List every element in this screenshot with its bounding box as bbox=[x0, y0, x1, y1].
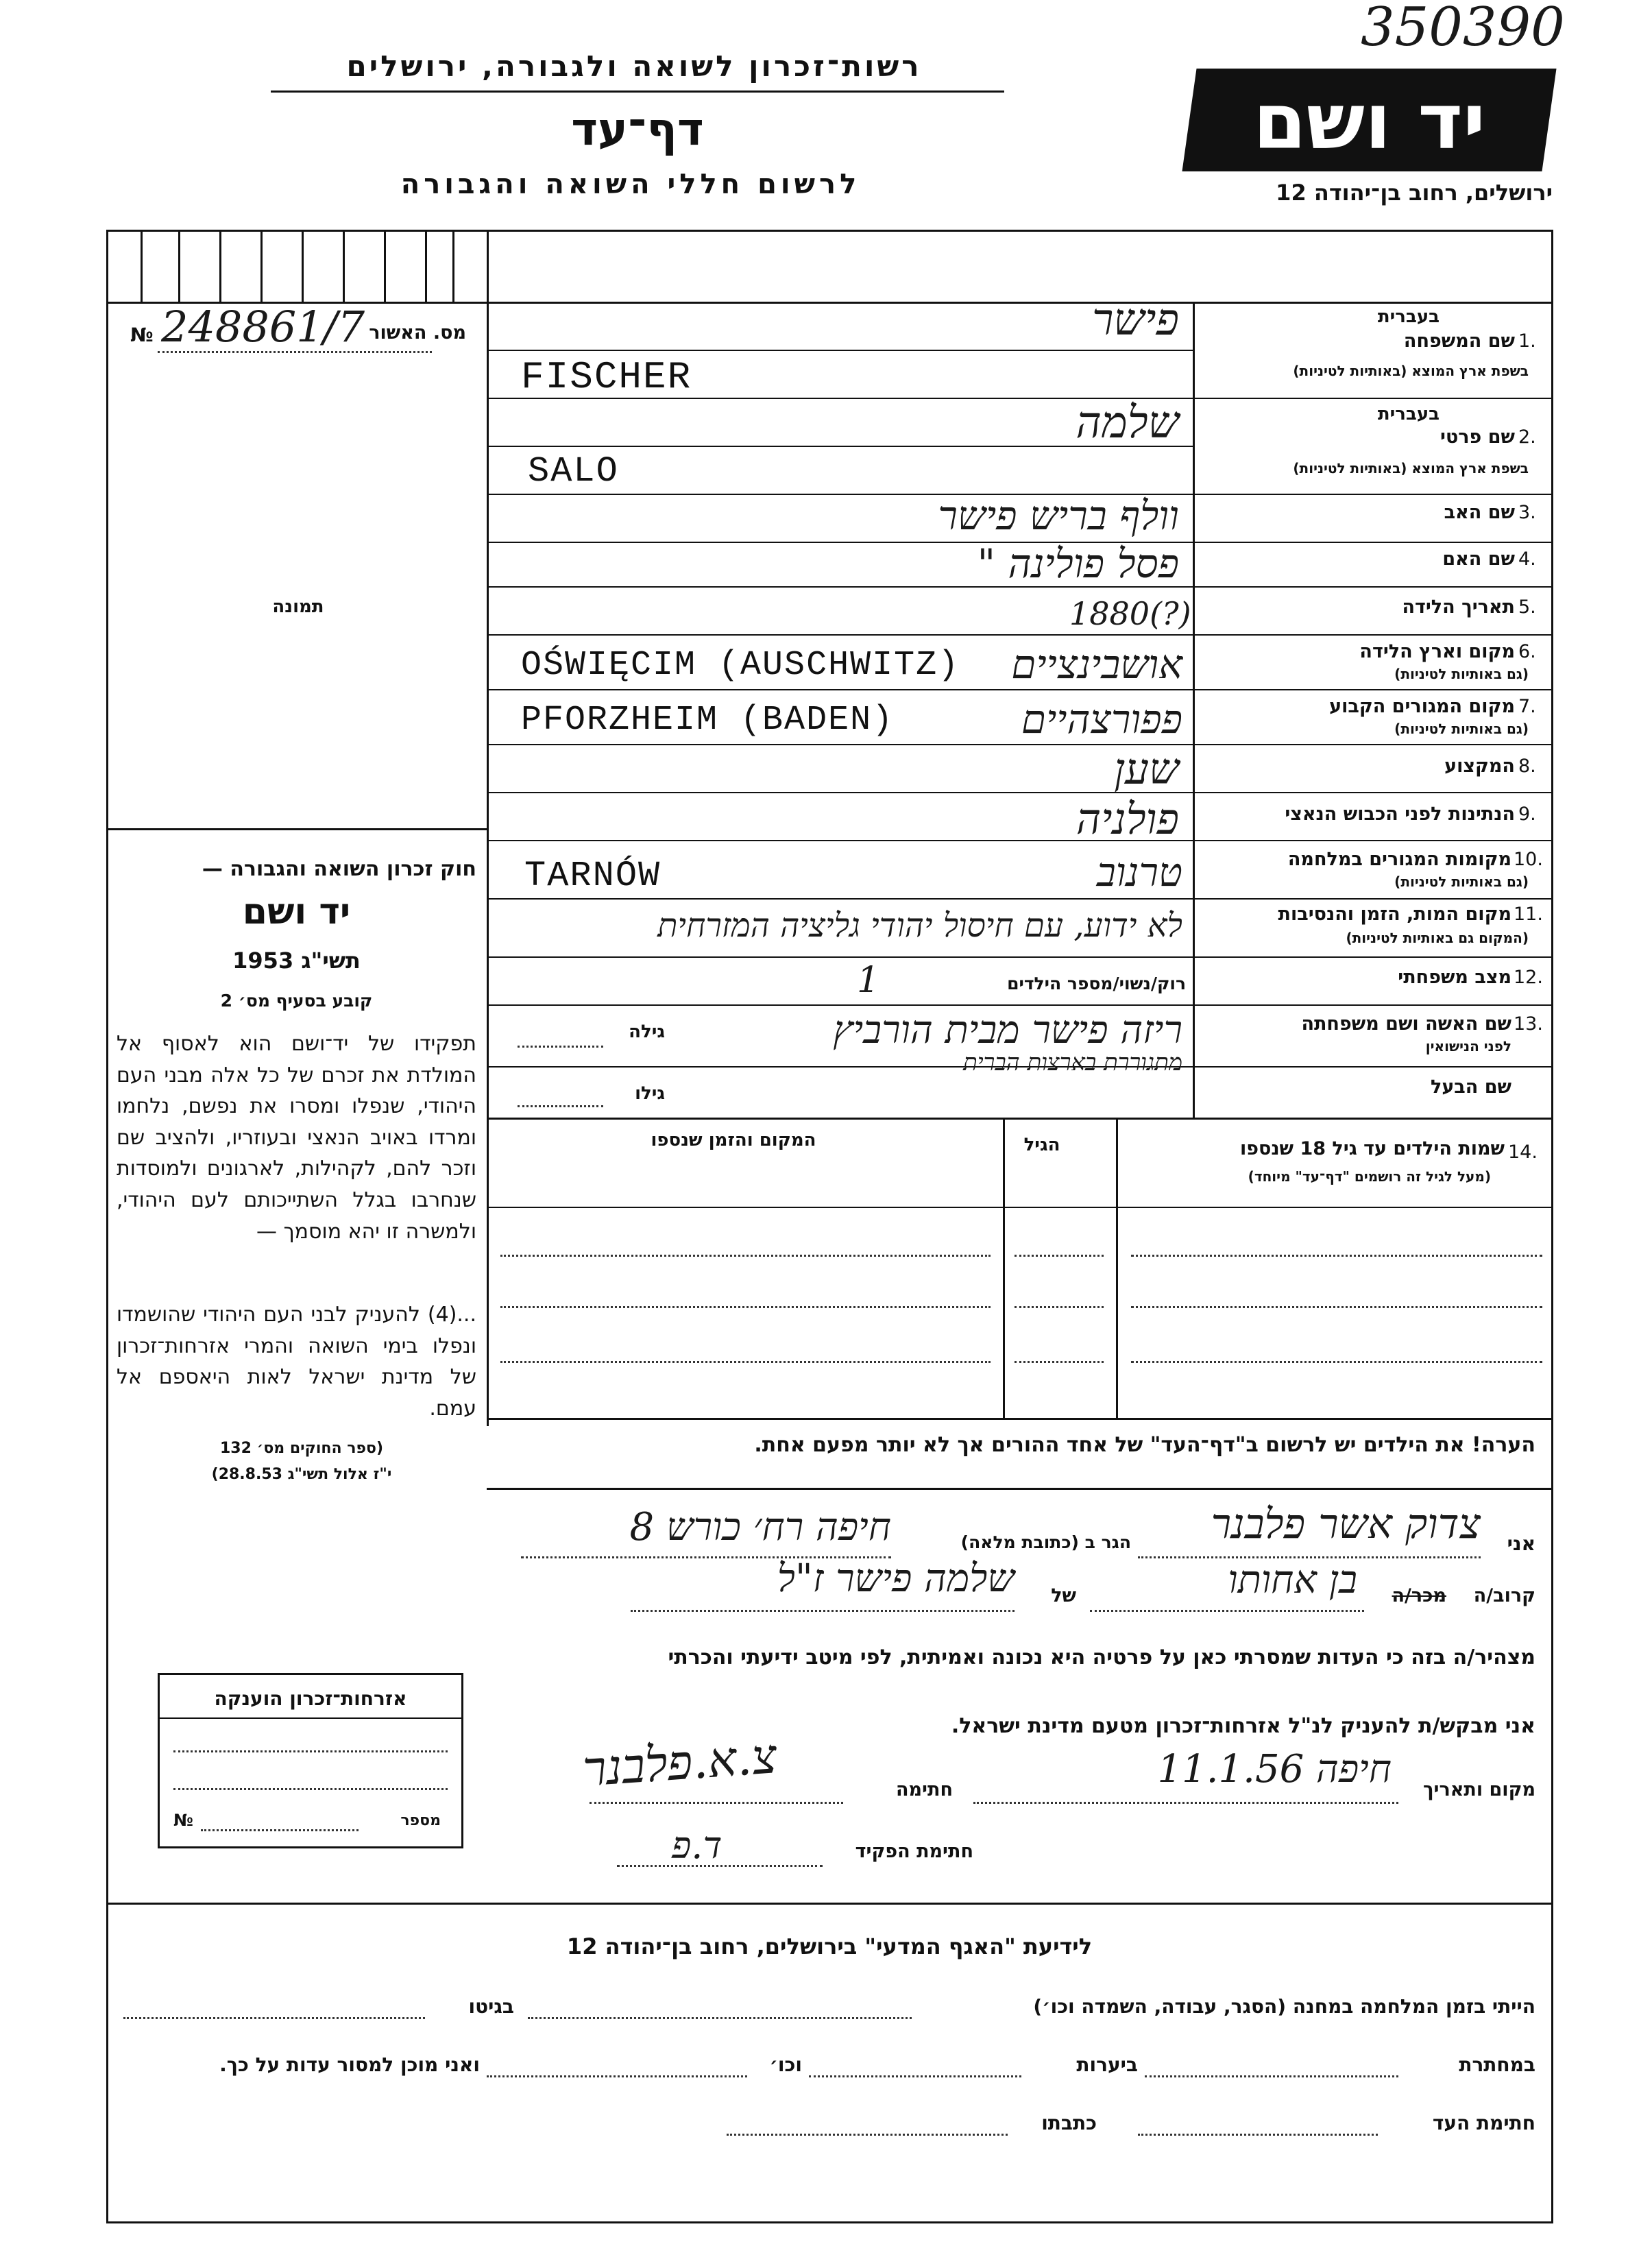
certificate-title: אזרחות־זכרון הוענקה bbox=[214, 1687, 407, 1710]
relative-label: קרוב/ה bbox=[1473, 1585, 1535, 1606]
mother-name: פסל פולינה " bbox=[977, 540, 1179, 587]
field-1-label: שם המשפחה bbox=[1403, 330, 1515, 352]
husband-label: שם הבעל bbox=[1430, 1076, 1511, 1098]
relation-struck: מכר/ה bbox=[1392, 1585, 1446, 1606]
field-12-label: מצב משפחתי bbox=[1398, 967, 1511, 988]
field-11-label: מקום המות, הזמן והנסיבות bbox=[1278, 904, 1511, 925]
declarant-signature: צ.א.פלבנר bbox=[581, 1728, 779, 1798]
field-10-note: (גם באותיות לטיניות) bbox=[1394, 873, 1529, 890]
place-date: חיפה 11.1.56 bbox=[1157, 1747, 1392, 1792]
field-13-number: 13. bbox=[1514, 1013, 1543, 1035]
birthplace-latin: OŚWIĘCIM (AUSCHWITZ) bbox=[521, 646, 960, 685]
death-circumstances: לא ידוע, עם חיסול יהודי גליציה המזרחית bbox=[657, 906, 1182, 945]
footer-line2-etc: וכו׳ bbox=[769, 2053, 802, 2076]
husband-age-label: גילו bbox=[635, 1083, 665, 1104]
place-date-label: מקום ותאריך bbox=[1422, 1779, 1535, 1800]
field-7-label: מקום המגורים הקבוע bbox=[1329, 696, 1515, 717]
certificate-number-label: מספר bbox=[400, 1812, 441, 1829]
field-12-number: 12. bbox=[1514, 967, 1543, 988]
wartime-residence-latin: TARNÓW bbox=[524, 856, 661, 896]
officer-signature: ד.פ bbox=[672, 1824, 722, 1867]
field-11-note: (המקום גם באותיות לטיניות) bbox=[1346, 930, 1529, 946]
field-14-number: 14. bbox=[1508, 1142, 1538, 1163]
of-label: של bbox=[1051, 1585, 1076, 1606]
declaration-ani: אני bbox=[1507, 1532, 1535, 1555]
registration-number: 248861/7 bbox=[161, 302, 365, 352]
nationality: פולניה bbox=[1076, 794, 1179, 844]
law-date: י"ז אלול תשי"ג 28.8.53) bbox=[211, 1466, 392, 1483]
declarant-address: חיפה רח׳ כורש 8 bbox=[629, 1505, 891, 1549]
footer-line3-witness-signature: חתימת העד bbox=[1432, 2112, 1535, 2134]
declaration-resides-label: הגר ב (כתובת מלאה) bbox=[960, 1532, 1131, 1552]
birthplace-hebrew: אושבינציים bbox=[1011, 641, 1182, 688]
registration-prefix: № bbox=[130, 324, 154, 346]
field-8-number: 8. bbox=[1518, 756, 1536, 777]
footer-line2-testimony: ואני מוכן למסור עדות על כך. bbox=[219, 2053, 480, 2076]
declarant-name: צדוק אשר פלבנר bbox=[1211, 1500, 1481, 1548]
field-14-label: שמות הילדים עד גיל 18 שנספו bbox=[1239, 1138, 1505, 1159]
field-1-number: 1. bbox=[1518, 330, 1536, 352]
field-10-number: 10. bbox=[1514, 849, 1543, 870]
relation: בן אחותו bbox=[1228, 1558, 1357, 1602]
children-age-header: הגיל bbox=[1023, 1135, 1060, 1155]
residence-hebrew: פפורצהיים bbox=[1021, 696, 1182, 743]
children-count: 1 bbox=[857, 960, 880, 1001]
field-3-number: 3. bbox=[1518, 502, 1536, 523]
declaration-statement: מצהיר/ה בזה כי העדות שמסרתי כאן על פרטיה היא נכונה ואמיתית, לפי מיטב ידיעתי והכרתי bbox=[668, 1645, 1535, 1669]
field-2-label: שם פרטי bbox=[1440, 426, 1515, 448]
footer-line2-forests: ביערות bbox=[1076, 2053, 1138, 2076]
law-source: (ספר החוקים מס׳ 132 bbox=[219, 1440, 384, 1457]
authority-title: רשות־זכרון לשואה ולגבורה, ירושלים bbox=[346, 49, 922, 83]
declaration-request: אני מבקש/ת להעניק לנ"ל אזרחות־זכרון מטעם מדינת ישראל. bbox=[951, 1714, 1535, 1738]
footer-line1-camp: הייתי בזמן המלחמה במחנה (הסגר, עבודה, השמדה וכו׳) bbox=[1033, 1995, 1535, 2018]
birth-date: 1880(?) bbox=[1069, 595, 1191, 632]
marital-status-inline-label: רוק/נשוי/מספר הילדים bbox=[1007, 974, 1186, 993]
certificate-number-symbol: № bbox=[173, 1811, 193, 1830]
footer-line2-underground: במחתרת bbox=[1459, 2053, 1535, 2076]
surname-hebrew: פישר bbox=[1091, 295, 1179, 346]
father-name: וולף בריש פישר bbox=[938, 492, 1179, 539]
given-name-hebrew: שלמה bbox=[1076, 398, 1179, 448]
form-title: דף־עד bbox=[571, 103, 704, 156]
law-name: יד ושם bbox=[242, 891, 351, 932]
field-2-note: בשפת ארץ המוצא (באותיות לטיניות) bbox=[1293, 460, 1529, 477]
header-address: ירושלים, רחוב בן־יהודה 12 bbox=[1276, 180, 1553, 206]
footer-line1-ghetto: בגיטו bbox=[468, 1995, 514, 2018]
field-7-note: (גם באותיות לטיניות) bbox=[1394, 721, 1529, 737]
field-13-label: שם האשה ושם משפחתה bbox=[1301, 1013, 1511, 1035]
field-2-number: 2. bbox=[1518, 426, 1536, 448]
field-9-label: הנתינות לפני הכבוש הנאצי bbox=[1285, 804, 1515, 825]
field-1-hebrew-tag: בעברית bbox=[1377, 306, 1440, 327]
given-name-latin: SALO bbox=[528, 451, 619, 492]
field-14-note: (מעל לגיל זה רושמים "דף־עד" מיוחד) bbox=[1248, 1168, 1491, 1185]
certificate-box bbox=[158, 1673, 463, 1848]
residence-latin: PFORZHEIM (BADEN) bbox=[521, 701, 895, 740]
field-1-note: בשפת ארץ המוצא (באותיות לטיניות) bbox=[1293, 363, 1529, 379]
field-6-number: 6. bbox=[1518, 641, 1536, 662]
wife-note: מתגוררת בארצות הברית bbox=[963, 1049, 1182, 1076]
wife-name: ריזה פישר מבית הורביץ bbox=[833, 1008, 1182, 1052]
footer-line3-address: כתבתו bbox=[1041, 2112, 1097, 2134]
surname-latin: FISCHER bbox=[521, 355, 692, 399]
law-clause: קובע בסעיף מס׳ 2 bbox=[220, 991, 373, 1011]
field-4-number: 4. bbox=[1518, 548, 1536, 570]
law-paragraph-2: ...(4) להעניק לבני העם היהודי שהושמדו ונפלו בימי השואה והמרי אזרחות־זכרון של מדינת ישראל לאות היאספם אל עמם. bbox=[117, 1303, 476, 1421]
deceased-name: שלמה פישר ז"ל bbox=[777, 1556, 1015, 1601]
law-year: תשי"ג 1953 bbox=[232, 948, 361, 974]
form-subtitle: לרשום חללי השואה והגבורה bbox=[400, 169, 861, 200]
law-paragraph-1: תפקידו של יד־ושם הוא לאסוף אל המולדת את זכרם של כל אלה מבני העם היהודי, שנפלו ומסרו את נפשם, נלחמו ומרדו באויב הנאצי ובעוזריו, ולהציב שם וזכר להם, לקהילות, לארגונים ולמוסדות שנחרבו בגלל השתייכותם לעם היהודי, ולמשרה זו יהא מוסמך — bbox=[117, 1032, 476, 1244]
field-8-label: המקצוע bbox=[1444, 756, 1515, 777]
logo-text: יד ושם bbox=[1252, 77, 1486, 167]
profession: שען bbox=[1114, 744, 1179, 794]
signature-label: חתימה bbox=[895, 1779, 953, 1800]
registration-label: מס. האשור bbox=[369, 322, 466, 343]
field-7-number: 7. bbox=[1518, 696, 1536, 717]
field-5-label: תאריך הלידה bbox=[1402, 596, 1515, 618]
children-place-header: המקום והזמן שנספו bbox=[651, 1130, 816, 1150]
field-10-label: מקומות המגורים במלחמה bbox=[1287, 849, 1511, 870]
wife-age-label: גילה bbox=[629, 1022, 665, 1042]
children-registration-note: הערה! את הילדים יש לרשום ב"דף־העד" של אחד ההורים אך לא יותר מפעם אחת. bbox=[754, 1433, 1535, 1457]
field-13-note: לפני הנישואין bbox=[1425, 1038, 1511, 1054]
field-4-label: שם האם bbox=[1442, 548, 1515, 570]
field-2-hebrew-tag: בעברית bbox=[1377, 404, 1440, 424]
officer-signature-label: חתימת הפקיד bbox=[855, 1841, 973, 1862]
law-title: חוק זכרון השואה והגבורה — bbox=[202, 857, 476, 881]
field-3-label: שם האב bbox=[1444, 502, 1515, 523]
field-6-label: מקום וארץ הלידה bbox=[1359, 641, 1515, 662]
field-5-number: 5. bbox=[1518, 596, 1536, 618]
archive-number: 350390 bbox=[1361, 0, 1565, 58]
photo-label: תמונה bbox=[272, 596, 324, 617]
field-9-number: 9. bbox=[1518, 804, 1536, 825]
wartime-residence-hebrew: טרנוב bbox=[1096, 849, 1182, 895]
field-11-number: 11. bbox=[1514, 904, 1543, 925]
footer-heading: לידיעת "האגף המדעי" בירושלים, רחוב בן־יהודה 12 bbox=[566, 1933, 1093, 1959]
field-6-note: (גם באותיות לטיניות) bbox=[1394, 666, 1529, 682]
